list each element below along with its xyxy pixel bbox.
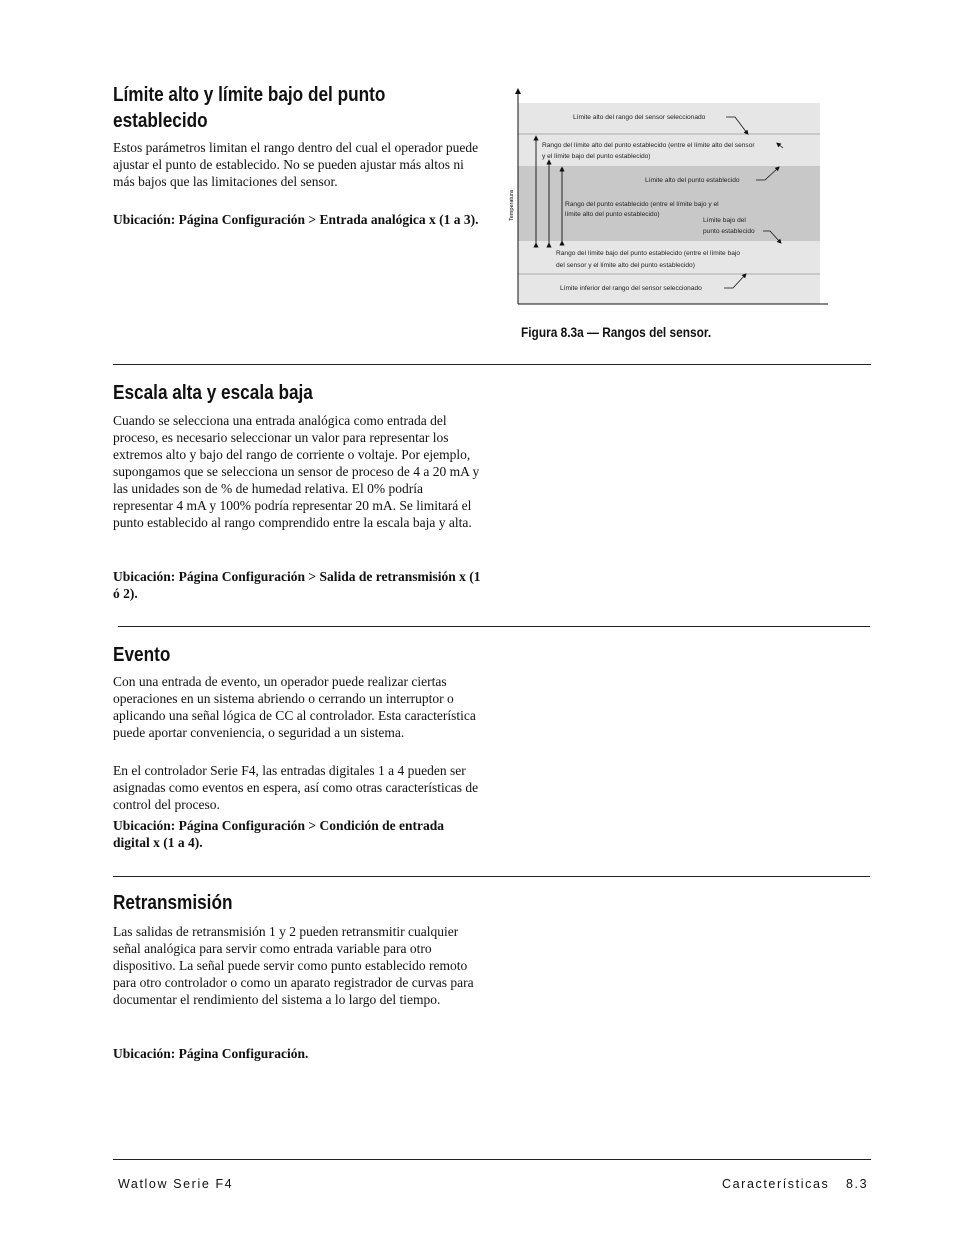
label-high-limit-range-2: y el límite bajo del punto establecido) (542, 153, 651, 160)
figure-caption: Figura 8.3a — Rangos del sensor. (521, 325, 712, 340)
evento-location: Ubicación: Página Configuración > Condición de entrada digital x (1 a 4). (113, 818, 444, 850)
retransmision-location: Ubicación: Página Configuración. (113, 1046, 309, 1061)
limite-body: Estos parámetros limitan el rango dentro del cual el operador puede ajustar el punto de establecido. No se pueden ajustar más altos ni más bajos que las limitaciones del sensor. (113, 140, 479, 189)
escala-body: Cuando se selecciona una entrada analógica como entrada del proceso, es necesario seleccionar un valor para representar los extremos alto y bajo del rango de corriente o voltaje. Por ejemplo, supongamos que se selecciona un sensor de proceso de 4 a 20 mA y las unidades son de % de humedad relativa. El 0% podría representar 4 mA y 100% podría representar 20 mA. Se limitará el punto establecido al rango comprendido entre la escala baja y alta. (113, 413, 480, 530)
sensor-range-figure (500, 85, 840, 310)
heading-retransmision: Retransmisión (113, 892, 233, 914)
label-low-limit-range-1: Rango del límite bajo del punto establecido (entre el límite bajo (556, 250, 741, 257)
band-high-limit-range (518, 134, 820, 166)
footer-rule (113, 1159, 871, 1160)
label-setpoint-high: Límite alto del punto establecido (645, 177, 740, 184)
heading-limite-line1: Límite alto y límite bajo del punto (113, 84, 386, 106)
footer-product: Watlow Serie F4 (118, 1177, 234, 1191)
section-divider-2 (118, 626, 870, 627)
label-low-limit-range-2: del sensor y el límite alto del punto establecido) (556, 262, 695, 269)
label-setpoint-range-2: límite alto del punto establecido) (565, 211, 660, 218)
footer-section-name: Características (722, 1177, 830, 1191)
label-sensor-high: Límite alto del rango del sensor seleccionado (573, 114, 706, 121)
label-setpoint-low-1: Límite bajo del (703, 217, 746, 224)
label-high-limit-range-1: Rango del límite alto del punto establecido (entre el límite alto del sensor (542, 142, 755, 149)
retransmision-body: Las salidas de retransmisión 1 y 2 pueden retransmitir cualquier señal analógica para servir como entrada variable para otro dispositivo. La señal puede servir como punto establecido remoto para otro controlador o como un aparato registrador de curvas para documentar el rendimiento del sistema a lo largo del tiempo. (113, 924, 474, 1007)
band-low-limit-range (518, 241, 820, 274)
label-setpoint-low-2: punto establecido (703, 228, 755, 235)
section-divider-1 (113, 364, 871, 365)
heading-escala: Escala alta y escala baja (113, 382, 313, 404)
label-sensor-low: Límite inferior del rango del sensor seleccionado (560, 285, 702, 292)
footer-page-number: 8.3 (846, 1177, 869, 1191)
section-divider-3 (113, 876, 870, 877)
limite-location: Ubicación: Página Configuración > Entrada analógica x (1 a 3). (113, 212, 479, 227)
heading-evento: Evento (113, 644, 171, 666)
heading-limite-line2: establecido (113, 110, 208, 132)
label-setpoint-range-1: Rango del punto establecido (entre el límite bajo y el (565, 201, 719, 208)
axis-label-temperatura: Temperatura (509, 190, 515, 221)
heading-limite (113, 82, 440, 134)
escala-location: Ubicación: Página Configuración > Salida de retransmisión x (1 ó 2). (113, 569, 481, 601)
evento-body-1: Con una entrada de evento, un operador puede realizar ciertas operaciones en un sistema abriendo o cerrando un interruptor o aplicando una señal lógica de CC al controlador. Esta característica puede aportar conveniencia, o seguridad a un sistema. (113, 674, 476, 740)
evento-body-2: En el controlador Serie F4, las entradas digitales 1 a 4 pueden ser asignadas como eventos en espera, así como otras características de control del proceso. (113, 763, 479, 812)
